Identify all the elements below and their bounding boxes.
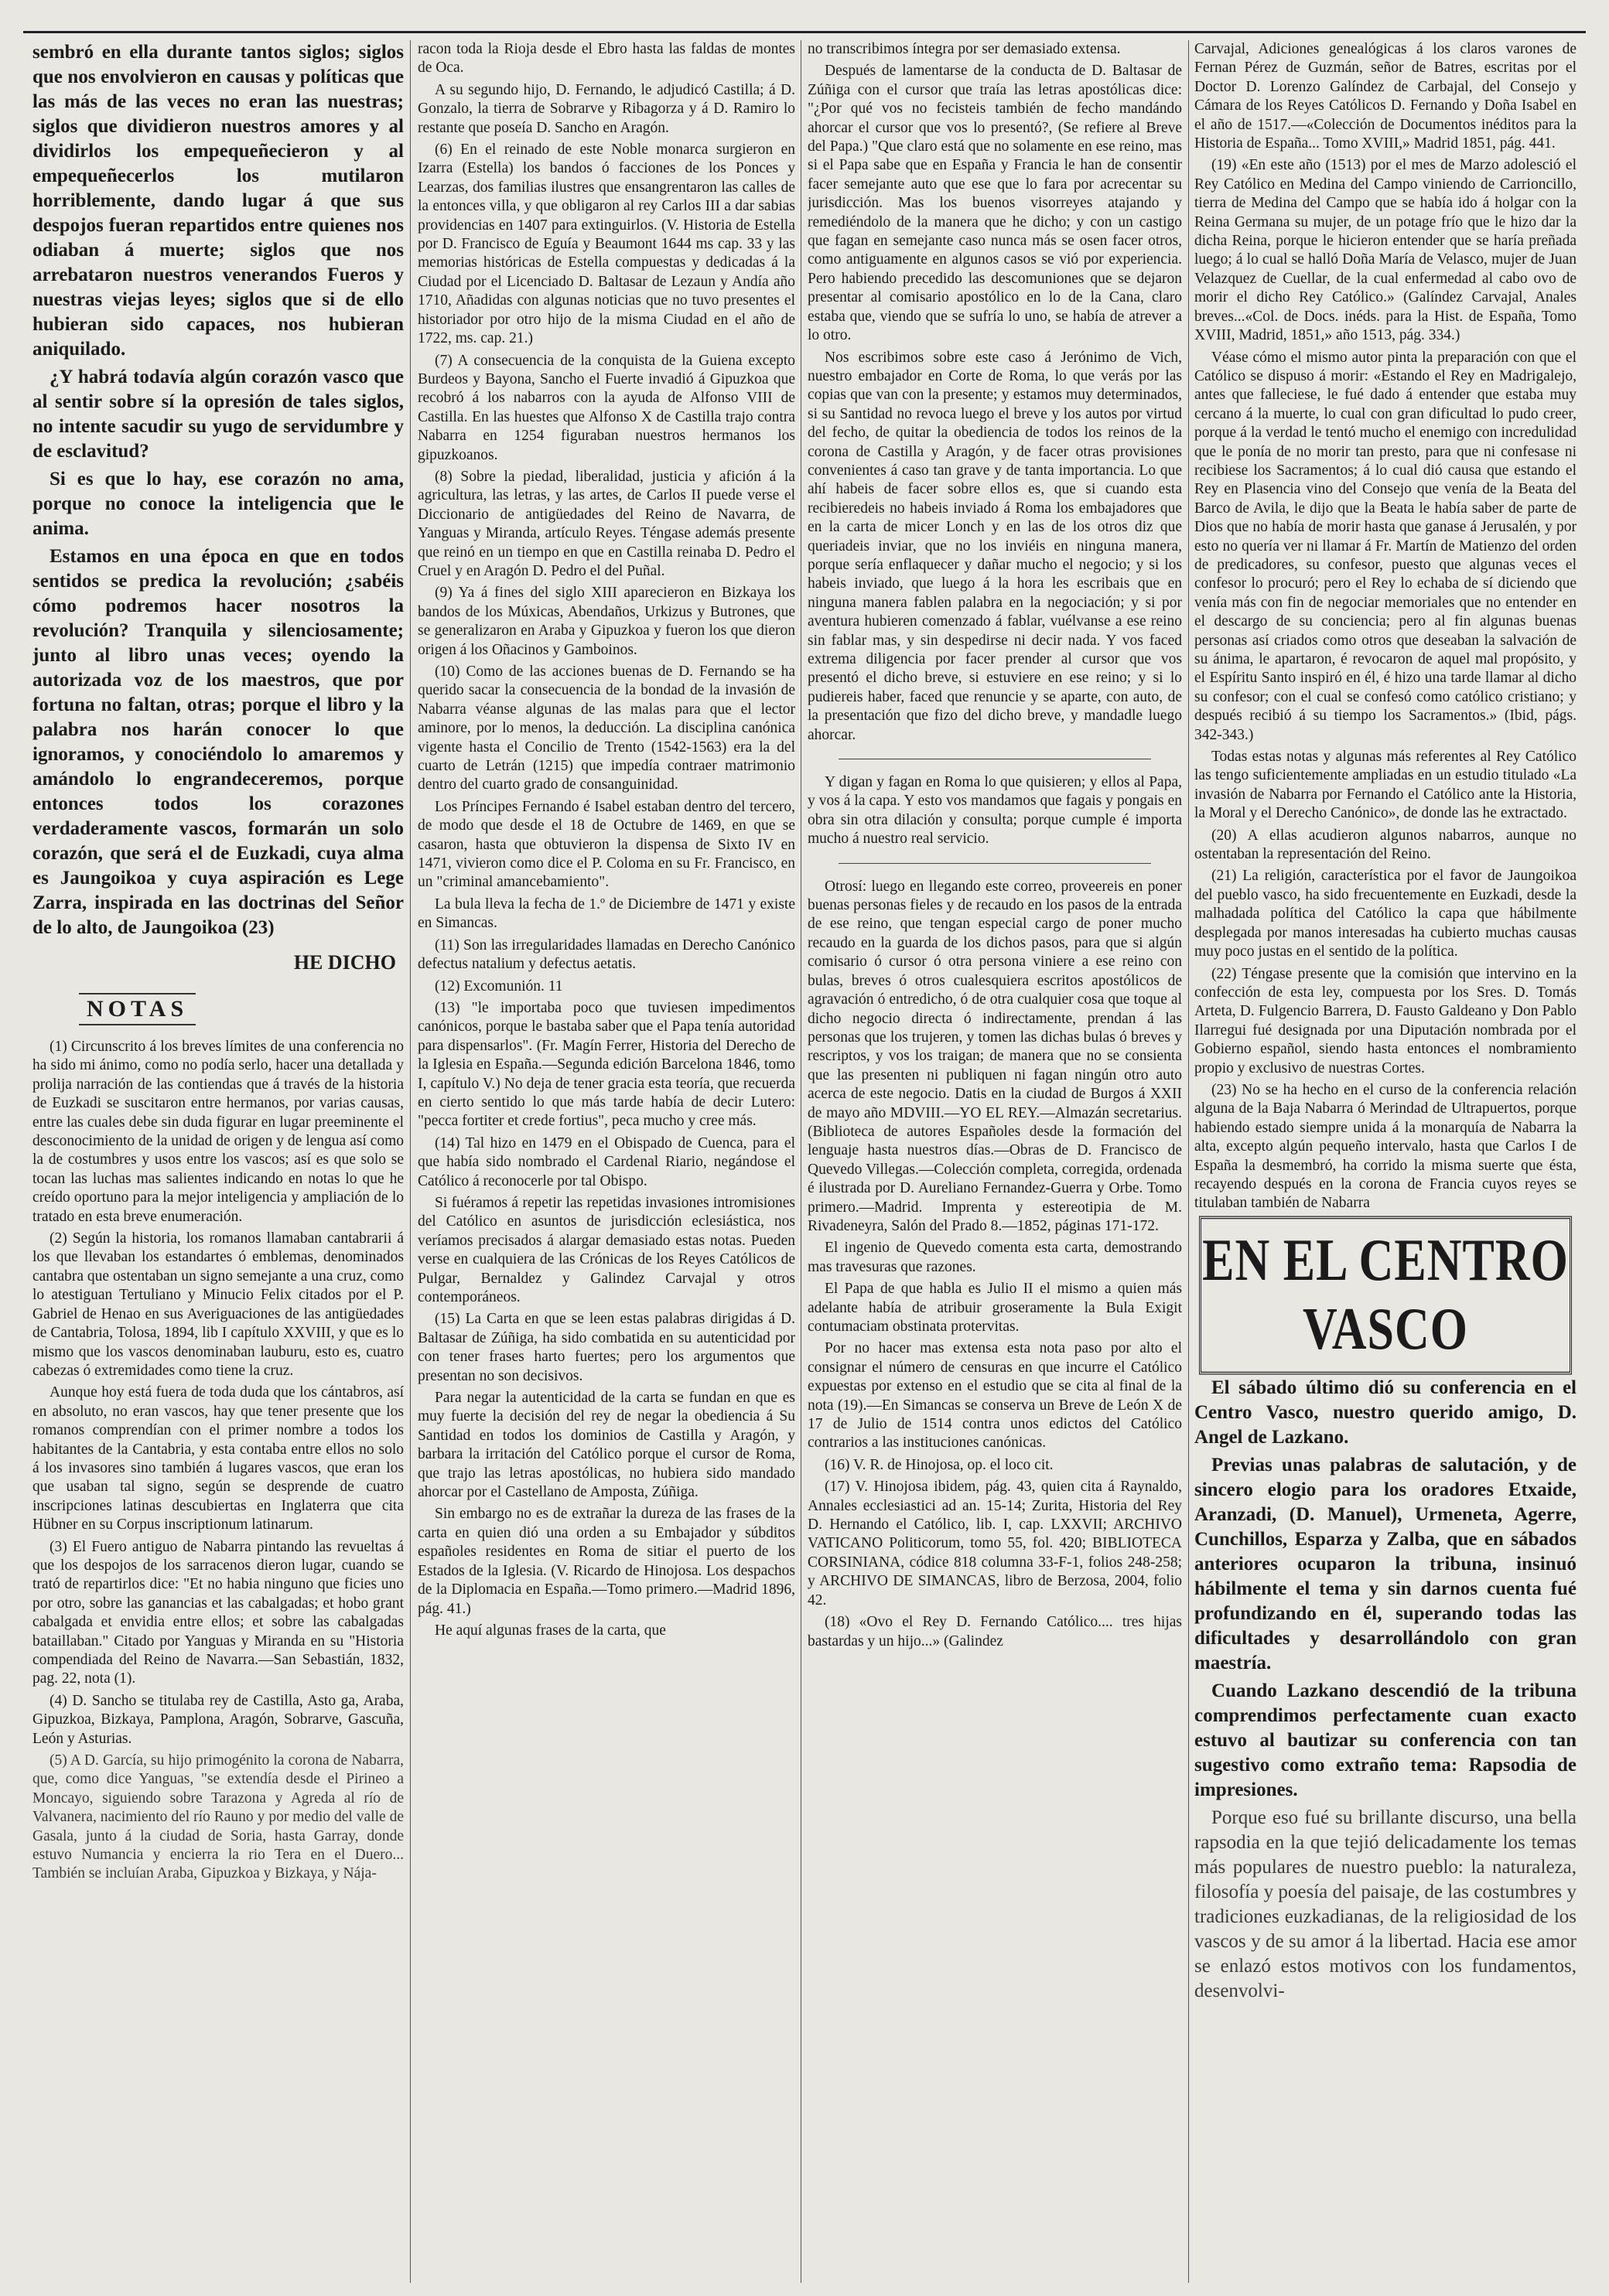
note: (21) La religión, característica por el favor de Jaungoikoa del pueblo vasco, ha sido frecuentemente en Euzkadi, desde la malhadada política del Católico la capa que hábilmente desplegada por manos interesadas ha cubierto muchas causas muy poco justas en el sentido de la política. <box>1194 868 1577 960</box>
note: (10) Como de las acciones buenas de D. Fernando se ha querido sacar la consecuencia de la bondad de la invasión de Nabarra véanse algunas de las malas para que el lector aminore, por lo menos, la deducción. La disciplina canónica vigente hasta el Concilio de Trento (1542-1563) era la del cuarto de Letrán (1215) que impedía contraer matrimonio dentro del cuarto grado de consanguinidad. <box>418 664 795 793</box>
note: (9) Ya á fines del siglo XIII aparecieron en Bizkaya los bandos de los Múxicas, Abendaños, Urkizus y Butrones, que se generalizaron en Araba y Gipuzkoa y fueron los que dieron origen á los Oñacinos y Gamboinos. <box>418 585 795 658</box>
note: (6) En el reinado de este Noble monarca surgieron en Izarra (Estella) los bandos ó facciones de los Ponces y Learzas, dos familias ilustres que ensangrentaron las calles de la entonces villa, y que obligaron al rey Carlos III a dar sabias providencias en 1407 para extinguirlos. (V. Historia de Estella por D. Francisco de Eguía y Beaumont 1644 ms cap. 33 y las memorias históricas de Estella compuestas y dedicadas á la Ciudad por el Licenciado D. Baltasar de Lezaun y Andía año 1710, Añadidas con algunas noticias que no tuvo presentes el historiador por otro hijo de la misma Ciudad en el año de 1722, ms. cap. 21.) <box>418 142 795 347</box>
note: Por no hacer mas extensa esta nota paso por alto el consignar el número de censuras en que incurre el Católico expuestas por extenso en el estudio que se cita al final de la nota (19).—En Simancas se conserva un Breve de León X de 17 de Julio de 1514 contra unos edictos del Católico contrarios a las instituciones canónicas. <box>808 1340 1182 1452</box>
note: (23) No se ha hecho en el curso de la conferencia relación alguna de la Baja Nabarra ó Merindad de Ultrapuertos, porque habiendo estado siempre unida á la monarquía de Nabarra la alta, excepto algún pequeño intervalo, hasta que Carlos I de España la desmembró, ha corrido la misma suerte que ésta, recayendo después en la corona de Francia cuyos reyes se titulaban también de Nabarra <box>1194 1081 1577 1212</box>
notes-list <box>32 1038 404 1884</box>
note: (4) D. Sancho se titulaba rey de Castilla, Asto ga, Araba, Gipuzkoa, Bizkaya, Pamplona, Aragón, Sobrarve, Gascuña, León y Asturias. <box>32 1692 404 1747</box>
top-rule <box>23 31 1586 33</box>
note: Carvajal, Adiciones genealógicas á los claros varones de Fernan Pérez de Guzmán, señor de Batres, escritas por el Doctor D. Lorenzo Galíndez de Carbajal, del Consejo y Cámara de los Reyes Católicos D. Fernando y Doña Isabel en el año de 1517.—«Colección de Documentos inéditos para la Historia de España... Tomo XVIII,» Madrid 1851, pág. 441. <box>1194 41 1577 152</box>
column-divider <box>410 40 411 2283</box>
column-3 <box>808 40 1182 2283</box>
paragraph: Estamos en una época en que en todos sentidos se predica la revolución; ¿sabéis cómo podremos hacer nosotros la revolución? Tranquila y silenciosamente; junto al libro unas veces; oyendo la autorizada voz de los maestros, que por fortuna no faltan, otras; porque el libro y la palabra nos harán conocer lo que ignoramos, y conociéndolo lo amaremos y amándolo lo engrandeceremos, porque entonces todos los corazones verdaderamente vascos, formarán un solo corazón, que será el de Euzkadi, cuya alma es Jaungoikoa y cuya aspiración es Lege Zarra, inspirada en las doctrinas del Señor de lo alto, de Jaungoikoa (23) <box>32 546 404 938</box>
paragraph: El sábado último dió su conferencia en el Centro Vasco, nuestro querido amigo, D. Angel de Lazkano. <box>1194 1377 1577 1448</box>
note: He aquí algunas frases de la carta, que <box>435 1622 666 1639</box>
note: (8) Sobre la piedad, liberalidad, justicia y afición á la agricultura, las letras, y las artes, de Carlos II puede verse el Diccionario de antigüedades del Reino de Navarra, de Yanguas y Miranda, artículo Reyes. Téngase además presente que reinó en un tiempo en que en Castilla reinaba D. Pedro el Cruel y en Aragón D. Pedro el del Puñal. <box>418 468 795 579</box>
note: Véase cómo el mismo autor pinta la preparación con que el Católico se dispuso á morir: «Estando el Rey en Madrigalejo, antes que falleciese, le fué dado á entender que estaba muy cercano á la muerte, lo cual con gran dificultad lo pudo creer, porque á la verdad le tentó mucho el enemigo con incredulidad que le ponía de no morir tan presto, para que ni confesase ni recibiese los Sacramentos; á lo cual dió causa que estando el Rey en Plasencia vino del Consejo que venía de la Beata del Barco de Avila, le dijo que la Beata le había saber de parte de Dios que no había de morir hasta que ganase á Jerusalén, y por esto no quería ver ni llamar á Fr. Martín de Matienzo del orden de predicadores, su confesor, puesto que algunas veces el confesor lo procuró; pero el Rey lo echaba de sí diciendo que venía más con fin de negociar memoriales que no entender en el descargo de su conciencia; pero al fin algunas buenas personas así criados como otros que deseaban la salvación de su ánima, le apartaron, é revocaron de aquel mal propósito, y el Espíritu Santo inspiró en él, é hizo una tarde llamar al dicho su confesor; con el cual se confesó como católico cristiano; y después recibió á su tiempo los Sacramentos.» (Ibid, págs. 342-343.) <box>1194 349 1577 743</box>
note: A su segundo hijo, D. Fernando, le adjudicó Castilla; á D. Gonzalo, la tierra de Sobrarve y Ribagorza y á D. Ramiro lo restante que poseía D. Sancho en Aragón. <box>418 81 795 136</box>
notes-continued <box>1194 40 1577 1213</box>
note: (11) Son las irregularidades llamadas en Derecho Canónico defectus natalium y defectus aetatis. <box>418 936 795 973</box>
note: (19) «En este año (1513) por el mes de Marzo adolesció el Rey Católico en Medina del Campo viniendo de Carrioncillo, tierra de Medina del Campo que se había ido á holgar con la Reina Germana su mujer, de un potage frío que le hizo dar la dicha Reina, porque le hicieron entender que se haría preñada luego; á lo cual se halló Doña María de Velasco, mujer de Juan Velazquez de Cuellar, de la cual enfermedad al cabo ovo de morir el dicho Rey Católico.» (Galíndez Carvajal, Anales breves...«Col. de Docs. inéds. para la Hist. de España, Tomo XVIII, Madrid, 1851,» año 1513, pág. 334.) <box>1194 157 1577 344</box>
column-2 <box>418 40 795 2283</box>
article-headline: EN EL CENTRO VASCO <box>1199 1216 1572 1374</box>
note: (1) Circunscrito á los breves límites de una conferencia no ha sido mi ánimo, como no podía serlo, hacer una detallada y prolija narración de las contiendas que á través de la historia de Euzkadi se suscitaron entre hermanos, por varias causas, entre las cuales debe sin duda figurar en lugar preeminente el desconocimiento de la unidad de origen y de lengua así como la de costumbres y usos entre los vascos; así es que solo se tocan las luchas mas salientes indicando en notas lo que he creído oportuno para la mejor inteligencia y ampliación de lo tratado en esta breve enumeración. <box>32 1039 404 1225</box>
note: Si fuéramos á repetir las repetidas invasiones intromisiones del Católico en asuntos de jurisdicción eclesiástica, nos veríamos precisados á alargar demasiado estas notas. Pueden verse en cualquiera de las Crónicas de los Reyes Católicos de Pulgar, Bernaldez y Galindez Carvajal y otros contemporáneos. <box>418 1194 795 1305</box>
note: Otrosí: luego en llegando este correo, proveereis en poner buenas personas fieles y de recaudo en los pasos de la entrada de ese reino, que tengan especial cargo de poner mucho recaudo en la guarda de los dichos pasos, para que si algún comisario ó cursor ó otra persona viniere a ese reino con bulas, breves ó otros cualesquiera escritos apostólicos de agravación ó entredicho, ó de otra cualquier cosa que toque al dicho negocio directa ó indirectamente, prendan á las personas que los trujeren, y tomen las dichas bulas ó breves y rescriptos, y vos los traigan; de manera que no se consienta que las presenten ni publiquen ni fagan ningún otro auto acerca de este negocio. Datis en la ciudad de Burgos á XXII de mayo año MDVIII.—YO EL REY.—Almazán secretarius. (Biblioteca de autores Españoles desde la formación del lenguaje hasta nuestros días.—Obras de D. Francisco de Quevedo Villegas.—Colección completa, corregida, ordenada é ilustrada por D. Aureliano Fernandez-Guerra y Orbe. Tomo primero.—Madrid. Imprenta y estereotipia de M. Rivadeneyra, Salón del Prado 8.—1852, páginas 171-172. <box>808 878 1182 1234</box>
paragraph: Cuando Lazkano descendió de la tribuna comprendimos perfectamente cuan exacto estuvo al bautizar su conferencia con tan sugestivo como extraño tema: Rapsodia de impresiones. <box>1194 1680 1577 1800</box>
note: Y digan y fagan en Roma lo que quisieren; y ellos al Papa, y vos á la capa. Y esto vos mandamos que fagais y pongais en obra sin otra dilación y consulta; porque cumple é importa mucho á nuestro real servicio. <box>808 774 1182 848</box>
note: (22) Téngase presente que la comisión que intervino en la confección de esta ley, compuesta por los Sres. D. Tomás Arteta, D. Fulgencio Barrera, D. Fausto Galdeano y Don Pablo Ilarregui fué designada por una Diputación nombrada por el Gobierno español, siendo hasta entonces el nombramiento propio y exclusivo de nuestras Cortes. <box>1194 965 1577 1076</box>
paragraph: ¿Y habrá todavía algún corazón vasco que al sentir sobre sí la opresión de tales siglos, no intente sacudir su yugo de servidumbre y de esclavitud? <box>32 367 404 462</box>
paragraph: Porque eso fué su brillante discurso, una bella rapsodia en la que tejió delicadamente los temas más populares de nuestro pueblo: la naturaleza, filosofía y poesía del paisaje, de las costumbres y tradiciones euzkadianas, de la religiosidad de los vascos y de su amor á la libertad. Hacia ese amor se enlazó estos motivos con los fundamentos, desenvolvi- <box>1194 1806 1577 2001</box>
paragraph: sembró en ella durante tantos siglos; siglos que nos envolvieron en causas y políticas que las más de las veces no eran las nuestras; siglos que dividieron nuestros amores y al dividirlos los empequeñecieron y al empequeñecerlos los mutilaron horriblemente, dando lugar á que sus despojos fueran repartidos entre quienes nos odiaban á muerte; siglos que nos arrebataron nuestros venerandos Fueros y nuestras viejas leyes; siglos que si de ello hubieran sido capaces, nos hubieran aniquilado. <box>32 42 404 360</box>
note: Los Príncipes Fernando é Isabel estaban dentro del tercero, de modo que desde el 18 de Octubre de 1469, en que se casaron, hasta que obtuvieron la dispensa de Sixto IV en 1471, vivieron como dice el P. Coloma en su Fr. Francisco, en un "criminal amancebamiento". <box>418 798 795 891</box>
note: (7) A consecuencia de la conquista de la Guiena excepto Burdeos y Bayona, Sancho el Fuerte invadió á Gipuzkoa que recobró á los nabarros con la ayuda de Alfonso VIII de Castilla. En las huestes que Alfonso X de Castilla trajo contra Nabarra en 1254 figuraban nuestros hermanos los gipuzkoanos. <box>418 352 795 463</box>
note: (5) A D. García, su hijo primogénito la corona de Nabarra, que, como dice Yanguas, "se extendía desde el Pirineo a Moncayo, siguiendo sobre Tarazona y Agreda al río de Valvanera, nacimiento del río Rauno y por medio del valle de Gasala, junto á la ciudad de Soria, hasta Garray, donde estuvo Numancia y encierra la rio Tera en el Duero... También se incluían Araba, Gipuzkoa y Bizkaya, y Nája- <box>32 1752 404 1882</box>
note: (2) Según la historia, los romanos llamaban cantabrarii á los que llevaban los estandartes ó emblemas, denominados cantabra que ostentaban un signo semejante a una cruz, como lo atestiguan Tertuliano y Minucio Felix citados por el P. Gabriel de Henao en sus Averiguaciones de las antigüedades de Cantabria, Tolosa, 1894, lib I capítulo XXVIII, y que es lo mismo que los vascos denominaban lauburu, esto es, cuatro cabezas ó extremidades como tiene la cruz. <box>32 1230 404 1379</box>
note: (15) La Carta en que se leen estas palabras dirigidas á D. Baltasar de Zúñiga, ha sido combatida en su autenticidad por con tener frases harto fuertes; pero los argumentos que presentan no son decisivos. <box>418 1311 795 1384</box>
note: (16) V. R. de Hinojosa, op. el loco cit. <box>825 1456 1054 1473</box>
note: El ingenio de Quevedo comenta esta carta, demostrando mas travesuras que razones. <box>808 1240 1182 1275</box>
paragraph: Si es que lo hay, ese corazón no ama, porque no conoce la inteligencia que le anima. <box>32 469 404 539</box>
note: (12) Excomunión. 11 <box>435 977 563 994</box>
note: no transcribimos íntegra por ser demasiado extensa. <box>808 41 1121 57</box>
note: (20) A ellas acudieron algunos nabarros, aunque no ostentaban la representación del Reino. <box>1194 827 1577 863</box>
note: Para negar la autenticidad de la carta se fundan en que es muy fuerte la decisión del rey de negar la obediencia á Su Santidad en todos los dominios de Castilla y Aragón, y barbara la irritación del Católico porque el cursor de Roma, que trajo las letras apostólicas, no hubiera sido mandado ahorcar por el Castellano de Amposta, Zúñiga. <box>418 1390 795 1501</box>
column-divider <box>1188 40 1189 2283</box>
paragraph: Previas unas palabras de salutación, y de sincero elogio para los oradores Etxaide, Aranzadi, (D. Manuel), Urmeneta, Agerre, Cunchillos, Esparza y Zalba, que en sábados anteriores ocuparon la tribuna, insinuó hábilmente el tema y sin darnos cuenta fué profundizando en él, superando todas las dificultades y desarrollándolo con gran maestría. <box>1194 1454 1577 1673</box>
note: Después de lamentarse de la conducta de D. Baltasar de Zúñiga con el cursor que traía las letras apostólicas dice: "¿Por qué vos no fecisteis también de fecho mandándo ahorcar el cursor que vos lo presentó?, (Se refiere al Breve del Papa.) "Que claro está que no solamente en ese reino, mas si el Papa sabe que en España y Francia le han de consentir facer semejante auto que ese que lo fara por acrecentar su jurisdicción. Mas los buenos visorreyes atajando y remediéndolo de la manera que he dicho; y con un castigo que fagan en semejante caso nunca más se osen facer otros, como antiguamente en algunos casos se vió por experiencia. Pero habiendo precedido las descomuniones que se dejaron presentar al comisario apostólico en lo de la Cana, claro estaba que, viendo que se sufría lo uno, se había de atrever a lo otro. <box>808 63 1182 344</box>
note: (14) Tal hizo en 1479 en el Obispado de Cuenca, para el que había sido nombrado el Cardenal Riario, negándose el Católico á reconocerle por tal Obispo. <box>418 1134 795 1189</box>
column-1 <box>32 40 404 2283</box>
speech-conclusion <box>32 40 404 940</box>
note: Sin embargo no es de extrañar la dureza de las frases de la carta en quien dió una orden a su Embajador y súbditos españoles residentes en Roma de sitiar el puerto de los Estados de la Iglesia. (V. Ricardo de Hinojosa. Los despachos de la Diplomacia en España.—Tomo primero.—Madrid 1896, pág. 41.) <box>418 1506 795 1617</box>
note: (13) "le importaba poco que tuviesen impedimentos canónicos, porque le bastaba saber que el Papa tenía autoridad para dispensarlos". (Fr. Magín Ferrer, Historia del Derecho de la Iglesia en España.—Segunda edición Barcelona 1846, tomo I, capítulo V.) No deja de tener gracia esta teoría, que recuerda en cierto sentido lo que más tarde había de decir Lutero: "pecca fortiter et crede fortius", peca mucho y cree más. <box>418 999 795 1130</box>
note: El Papa de que habla es Julio II el mismo a quien más adelante había de atribuir groseramente la Bula Exigit contumaciam obstinata protervitas. <box>808 1281 1182 1335</box>
article-body <box>1194 1376 1577 2004</box>
he-dicho: HE DICHO <box>293 951 396 974</box>
column-4 <box>1194 40 1577 2283</box>
note: Aunque hoy está fuera de toda duda que los cántabros, así en absoluto, no eran vascos, hay que tener presente que los romanos comprendían con el primer nombre a todos los habitantes de la Cantabria, y esta contaba entre ellos no solo á los invasores sino también á lugares vascos, que eran los que usaban tal signo, según se desprende de cuatro inscripciones latinas descubiertas en Inglaterra que cita Hübner en su Corpus inscriptionum latinarum. <box>32 1384 404 1534</box>
notas-heading: NOTAS <box>79 993 196 1025</box>
note: Todas estas notas y algunas más referentes al Rey Católico las tengo suficientemente ampliadas en un estudio titulado «La invasión de Nabarra por Fernando el Católico ante la Historia, la Moral y el Derecho Canónico», de donde las he extractado. <box>1194 749 1577 822</box>
separator <box>839 863 1151 864</box>
note: (18) «Ovo el Rey D. Fernando Católico.... tres hijas bastardas y un hijo...» (Galindez <box>808 1614 1182 1650</box>
note: Nos escribimos sobre este caso á Jerónimo de Vich, nuestro embajador en Corte de Roma, lo que verás por las copias que van con la presente; y estamos muy determinados, si su Santidad no revoca luego el breve y los autos por virtud del fecho, de quitar la obediencia de todos los reinos de la corona de Castilla y Aragón, y de facer otras provisiones convenientes á caso tan grave y de tanta importancia. Lo que ahí habeis de facer sobre ellos es, que si cuando esta recibieredeis no habeis inviado á Roma los embajadores que en la carta de micer Lonch y en las de los otros diz que queriadeis inviar, que no los inviéis en ninguna manera, porque sería enflaquecer y dañar mucho el negocio; y si los habeis inviado, que luego á la hora les escribais que en ninguna manera fablen palabra en la negociación; y si por aventura hubieren comenzado á fablar, vuélvanse a ese reino sin fablar mas, y sin despedirse ni decir nada. Y vos faced extrema diligencia por facer prender al cursor que vos presentó el dicho breve, si estuviere en ese reino; y si lo pudiereis haber, faced que renuncie y se aparte, con auto, de la presentación que fizo del dicho breve, y mandadle luego ahorcar. <box>808 349 1182 743</box>
notas-heading-wrap <box>32 988 404 1038</box>
note: racon toda la Rioja desde el Ebro hasta las faldas de montes de Oca. <box>418 41 795 77</box>
note: (3) El Fuero antiguo de Nabarra pintando las revueltas á que los despojos de los sarracenos dieron lugar, cuando se trató de repartirlos dice: "Et no habia ninguno que ficies uno por otro, sobre las ganancias et las cabalgadas; et hobo grant cabalgada et envidia entre ellos; et sobre las cabalgadas bataillaban." Citado por Yanguas y Miranda en su "Historia compendiada del Reino de Navarra.—San Sebastián, 1832, pag. 22, nota (1). <box>32 1538 404 1687</box>
note: (17) V. Hinojosa ibidem, pág. 43, quien cita á Raynaldo, Annales ecclesiastici ad an. 15-14; Zurita, Historia del Rey D. Hernando el Católico, lib. I, cap. LXXVII; ARCHIVO VATICANO Politicorum, tomo 55, fol. 420; BIBLIOTECA CORSINIANA, códice 818 columna 33-F-1, folios 248-258; y ARCHIVO DE SIMANCAS, libro de Berzosa, 2004, folio 42. <box>808 1479 1182 1609</box>
note: La bula lleva la fecha de 1.º de Diciembre de 1471 y existe en Simancas. <box>418 896 795 932</box>
